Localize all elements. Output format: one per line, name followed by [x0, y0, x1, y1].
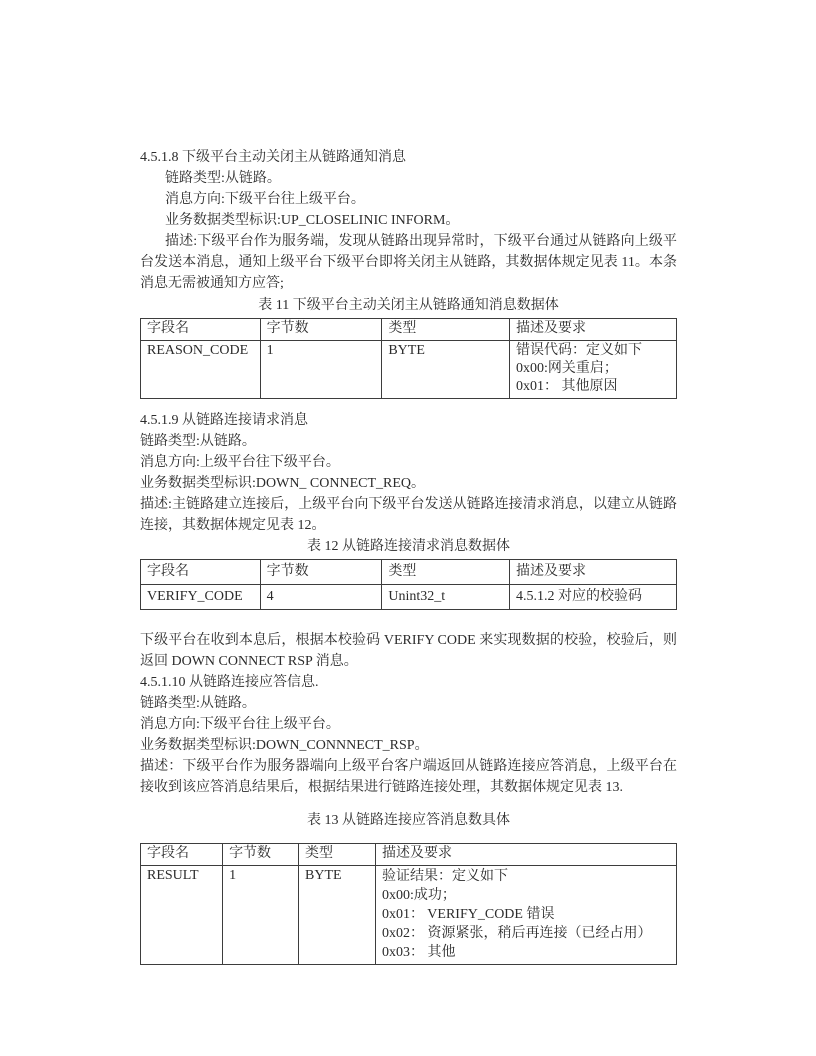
cell-description	[510, 341, 677, 399]
message-direction-line: 消息方向:下级平台往上级平台。	[140, 717, 340, 732]
cell-field-name: RESULT	[141, 866, 223, 965]
table-row	[141, 585, 677, 610]
header-description: 描述及要求	[510, 319, 677, 341]
description-paragraph: 描述:下级平台作为服务端，发现从链路出现异常时，下级平台通过从链路向上级平台发送本消息，通知上级平台下级平台即将关闭主从链路，其数据体规定见表 11。本条消息无需被通知方应答;	[140, 234, 677, 291]
data-type-id-line: 业务数据类型标识:UP_CLOSELINIC INFORM。	[165, 213, 460, 228]
cell-description: 4.5.1.2 对应的校验码	[510, 585, 677, 610]
cell-byte-count: 1	[223, 866, 299, 965]
description-line: 0x01： 其他原因	[516, 379, 618, 394]
message-direction-line: 消息方向:下级平台往上级平台。	[165, 192, 365, 207]
message-direction-line: 消息方向:上级平台往下级平台。	[140, 455, 340, 470]
header-type: 类型	[382, 560, 510, 585]
cell-field-name: REASON_CODE	[141, 341, 261, 399]
cell-type: BYTE	[382, 341, 510, 399]
section-4-5-1-8	[140, 147, 677, 294]
cell-description	[376, 866, 677, 965]
cell-field-name: VERIFY_CODE	[141, 585, 261, 610]
section-4-5-1-9	[140, 410, 677, 536]
section-heading: 4.5.1.9 从链路连接请求消息	[140, 413, 308, 428]
link-type-line: 链路类型:从链路。	[165, 171, 281, 186]
cell-type: Unint32_t	[382, 585, 510, 610]
header-byte-count: 字节数	[260, 319, 382, 341]
header-byte-count: 字节数	[223, 844, 299, 866]
document-page	[140, 147, 677, 965]
header-field-name: 字段名	[141, 319, 261, 341]
header-byte-count: 字节数	[260, 560, 382, 585]
description-line: 0x03： 其他	[382, 945, 456, 960]
description-line: 0x00:网关重启；	[516, 361, 618, 376]
cell-type: BYTE	[299, 866, 376, 965]
description-line: 错误代码：定义如下	[516, 343, 643, 358]
table-11	[140, 318, 677, 399]
table-row	[141, 866, 677, 965]
data-type-id-line: 业务数据类型标识:DOWN_ CONNECT_REQ。	[140, 476, 426, 491]
header-field-name: 字段名	[141, 560, 261, 585]
table-header-row	[141, 560, 677, 585]
table-header-row	[141, 844, 677, 866]
table-13-caption: 表 13 从链路连接应答消息数具体	[307, 813, 510, 828]
link-type-line: 链路类型:从链路。	[140, 696, 256, 711]
description-paragraph: 描述:主链路建立连接后，上级平台向下级平台发送从链路连接清求消息，以建立从链路连接，其数据体规定见表 12。	[140, 497, 677, 533]
table-12	[140, 559, 677, 610]
cell-byte-count: 1	[260, 341, 382, 399]
cell-byte-count: 4	[260, 585, 382, 610]
data-type-id-line: 业务数据类型标识:DOWN_CONNNECT_RSP。	[140, 738, 429, 753]
table-12-caption: 表 12 从链路连接清求消息数据体	[307, 539, 510, 554]
table-row	[141, 341, 677, 399]
section-heading: 4.5.1.10 从链路连接应答信息.	[140, 675, 319, 690]
header-type: 类型	[299, 844, 376, 866]
description-line: 0x02： 资源紧张，稍后再连接（已经占用）	[382, 926, 652, 941]
header-description: 描述及要求	[510, 560, 677, 585]
description-paragraph: 描述：下级平台作为服务器端向上级平台客户端返回从链路连接应答消息，上级平台在接收到该应答消息结果后，根据结果进行链路连接处理，其数据体规定见表 13.	[140, 759, 677, 795]
description-line: 0x01： VERIFY_CODE 错误	[382, 907, 555, 922]
table-header-row	[141, 319, 677, 341]
link-type-line: 链路类型:从链路。	[140, 434, 256, 449]
header-field-name: 字段名	[141, 844, 223, 866]
description-line: 0x00:成功；	[382, 888, 456, 903]
table-11-caption: 表 11 下级平台主动关闭主从链路通知消息数据体	[258, 298, 559, 313]
section-4-5-1-10	[140, 630, 677, 798]
header-type: 类型	[382, 319, 510, 341]
table-13	[140, 843, 677, 965]
verify-code-paragraph: 下级平台在收到本息后，根据本校验码 VERIFY CODE 来实现数据的校验，校验后，则返回 DOWN CONNECT RSP 消息。	[140, 633, 677, 669]
description-line: 验证结果：定义如下	[382, 869, 509, 884]
section-heading: 4.5.1.8 下级平台主动关闭主从链路通知消息	[140, 150, 406, 165]
header-description: 描述及要求	[376, 844, 677, 866]
